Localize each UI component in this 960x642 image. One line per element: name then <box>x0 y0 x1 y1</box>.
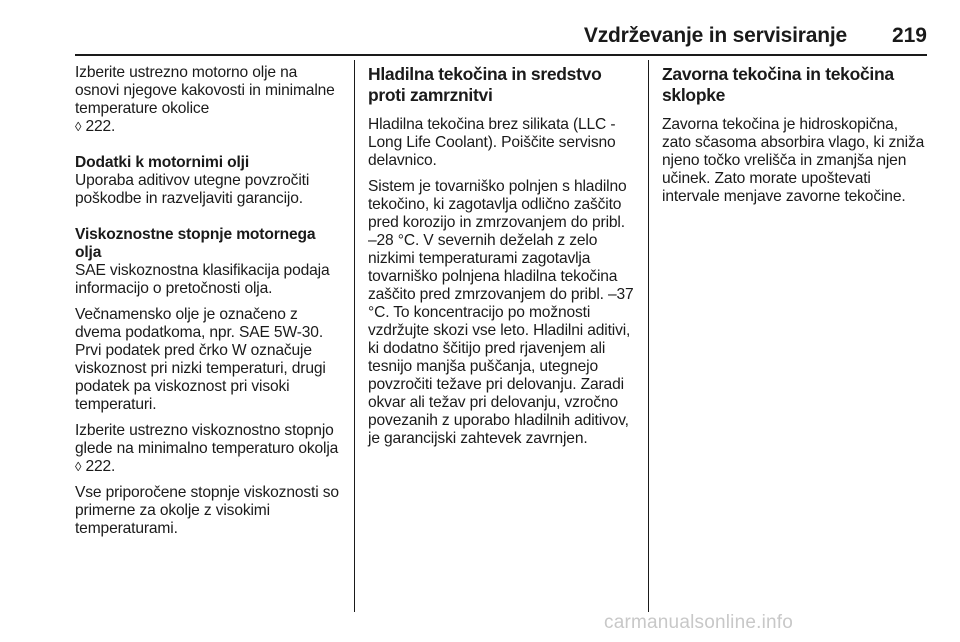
column-middle <box>368 64 634 456</box>
page-header <box>75 24 927 54</box>
column-divider-1 <box>354 60 355 612</box>
page-ref-arrow-icon: ◊ <box>75 119 82 134</box>
viscosity-paragraph-2: Večnamensko olje je označeno z dvema podatkoma, npr. SAE 5W-30. Prvi podatek pred črko W označuje viskoznost pri nizki temperaturi, drugi podatek pa viskoznost pri visoki temperaturi. <box>75 306 326 413</box>
intro-paragraph: Izberite ustrezno motorno olje na osnovi njegove kakovosti in minimalne temperature okolice ◊ 222. <box>75 64 335 135</box>
column-divider-2 <box>648 60 649 612</box>
coolant-paragraph-1: Hladilna tekočina brez silikata (LLC - Long Life Coolant). Poiščite servisno delavnico. <box>368 116 616 169</box>
header-divider <box>75 54 927 56</box>
page-ref-arrow-icon: ◊ <box>75 459 82 474</box>
page-ref-link[interactable]: 222. <box>85 458 116 475</box>
section-title: Vzdrževanje in servisiranje <box>583 24 847 47</box>
additives-paragraph: Uporaba aditivov utegne povzročiti poškodbe in razveljaviti garancijo. <box>75 172 310 207</box>
viscosity-paragraph-4: Vse priporočene stopnje viskoznosti so primerne za okolje z visokimi temperaturami. <box>75 484 339 537</box>
watermark: carmanualsonline.info <box>604 612 794 633</box>
column-left <box>75 64 341 546</box>
coolant-heading: Hladilna tekočina in sredstvo proti zamrznitvi <box>368 64 602 105</box>
viscosity-heading: Viskoznostne stopnje motornega olja <box>75 226 316 261</box>
viscosity-paragraph-1: SAE viskoznostna klasifikacija podaja informacijo o pretočnosti olja. <box>75 262 330 297</box>
column-right <box>662 64 928 214</box>
page-ref-link[interactable]: 222. <box>85 118 116 135</box>
coolant-paragraph-2: Sistem je tovarniško polnjen s hladilno tekočino, ki zagotavlja odlično zaščito pred korozijo in zmrzovanjem do pribl. –28 °C. V severnih deželah z zelo nizkimi temperaturami zagotavlja tovarniško polnjena hladilna tekočina zaščito pred zmrzovanjem do pribl. –37 °C. To koncentracijo po možnosti vzdržujte skozi vse leto. Hladilni aditivi, ki dodatno ščitijo pred rjavenjem ali tesnijo manjša puščanja, utegnejo povzročiti težave pri delovanju. Zaradi okvar ali težav pri delovanju, vzročno povezanih z uporabo hladilnih aditivov, je garancijski zahtevek zavrnjen. <box>368 178 634 447</box>
brake-fluid-heading: Zavorna tekočina in tekočina sklopke <box>662 64 894 105</box>
additives-heading: Dodatki k motornimi olji <box>75 154 250 171</box>
page-number: 219 <box>891 24 927 47</box>
viscosity-paragraph-3: Izberite ustrezno viskoznostno stopnjo glede na minimalno temperaturo okolja ◊ 222. <box>75 422 339 475</box>
brake-fluid-paragraph: Zavorna tekočina je hidroskopična, zato sčasoma absorbira vlago, ki zniža njeno točko vrelišča in zmanjša njen učinek. Zato morate upoštevati intervale menjave zavorne tekočine. <box>662 116 925 205</box>
